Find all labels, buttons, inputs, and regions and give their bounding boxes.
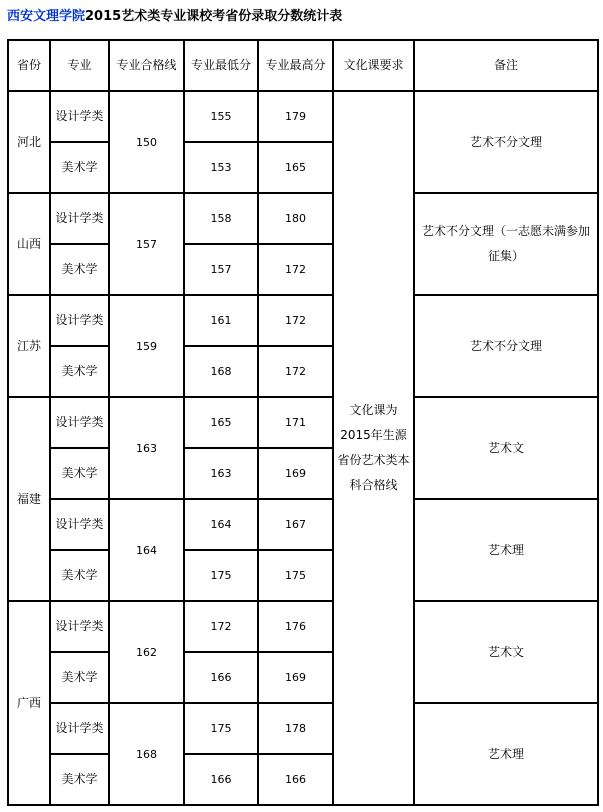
max-score-cell: 167 (258, 499, 333, 550)
major-cell: 美术学 (50, 652, 109, 703)
major-cell: 设计学类 (50, 499, 109, 550)
pass-line-cell: 163 (109, 397, 184, 499)
max-score-cell: 178 (258, 703, 333, 754)
min-score-cell: 166 (184, 754, 258, 805)
max-score-cell: 179 (258, 91, 333, 142)
max-score-cell: 169 (258, 448, 333, 499)
header-min-score: 专业最低分 (184, 40, 258, 91)
header-province: 省份 (8, 40, 50, 91)
table-body (8, 91, 598, 805)
min-score-cell: 168 (184, 346, 258, 397)
table-row (8, 193, 598, 244)
max-score-cell: 165 (258, 142, 333, 193)
province-cell: 河北 (8, 91, 50, 193)
min-score-cell: 163 (184, 448, 258, 499)
culture-requirement-cell: 文化课为2015年生源省份艺术类本科合格线 (333, 91, 414, 805)
pass-line-cell: 157 (109, 193, 184, 295)
table-row (8, 499, 598, 550)
max-score-cell: 172 (258, 295, 333, 346)
major-cell: 设计学类 (50, 295, 109, 346)
header-major: 专业 (50, 40, 109, 91)
province-cell: 福建 (8, 397, 50, 601)
major-cell: 美术学 (50, 754, 109, 805)
table-row (8, 703, 598, 754)
major-cell: 设计学类 (50, 601, 109, 652)
header-note: 备注 (414, 40, 598, 91)
min-score-cell: 175 (184, 550, 258, 601)
min-score-cell: 166 (184, 652, 258, 703)
min-score-cell: 155 (184, 91, 258, 142)
min-score-cell: 161 (184, 295, 258, 346)
major-cell: 美术学 (50, 550, 109, 601)
major-cell: 美术学 (50, 346, 109, 397)
note-cell: 艺术理 (414, 499, 598, 601)
max-score-cell: 171 (258, 397, 333, 448)
max-score-cell: 169 (258, 652, 333, 703)
table-row (8, 91, 598, 142)
min-score-cell: 158 (184, 193, 258, 244)
note-cell: 艺术文 (414, 397, 598, 499)
table-row (8, 601, 598, 652)
note-cell: 艺术理 (414, 703, 598, 805)
max-score-cell: 172 (258, 244, 333, 295)
pass-line-cell: 164 (109, 499, 184, 601)
pass-line-cell: 150 (109, 91, 184, 193)
major-cell: 设计学类 (50, 91, 109, 142)
major-cell: 设计学类 (50, 703, 109, 754)
note-cell: 艺术文 (414, 601, 598, 703)
pass-line-cell: 168 (109, 703, 184, 805)
min-score-cell: 172 (184, 601, 258, 652)
min-score-cell: 175 (184, 703, 258, 754)
pass-line-cell: 162 (109, 601, 184, 703)
max-score-cell: 180 (258, 193, 333, 244)
table-row (8, 397, 598, 448)
province-cell: 广西 (8, 601, 50, 805)
pass-line-cell: 159 (109, 295, 184, 397)
min-score-cell: 164 (184, 499, 258, 550)
note-cell: 艺术不分文理 (414, 91, 598, 193)
header-pass-line: 专业合格线 (109, 40, 184, 91)
major-cell: 美术学 (50, 244, 109, 295)
title-text: 2015艺术类专业课校考省份录取分数统计表 (85, 9, 343, 24)
page-title (7, 5, 342, 24)
table-header-row (8, 40, 598, 91)
max-score-cell: 176 (258, 601, 333, 652)
max-score-cell: 172 (258, 346, 333, 397)
province-cell: 江苏 (8, 295, 50, 397)
max-score-cell: 175 (258, 550, 333, 601)
major-cell: 美术学 (50, 448, 109, 499)
min-score-cell: 153 (184, 142, 258, 193)
province-cell: 山西 (8, 193, 50, 295)
table-row (8, 295, 598, 346)
note-cell: 艺术不分文理（一志愿未满参加征集） (414, 193, 598, 295)
min-score-cell: 157 (184, 244, 258, 295)
school-name: 西安文理学院 (7, 9, 86, 24)
admission-score-table (7, 39, 599, 806)
note-cell: 艺术不分文理 (414, 295, 598, 397)
major-cell: 美术学 (50, 142, 109, 193)
header-max-score: 专业最高分 (258, 40, 333, 91)
major-cell: 设计学类 (50, 397, 109, 448)
major-cell: 设计学类 (50, 193, 109, 244)
header-culture-requirement: 文化课要求 (333, 40, 414, 91)
min-score-cell: 165 (184, 397, 258, 448)
max-score-cell: 166 (258, 754, 333, 805)
